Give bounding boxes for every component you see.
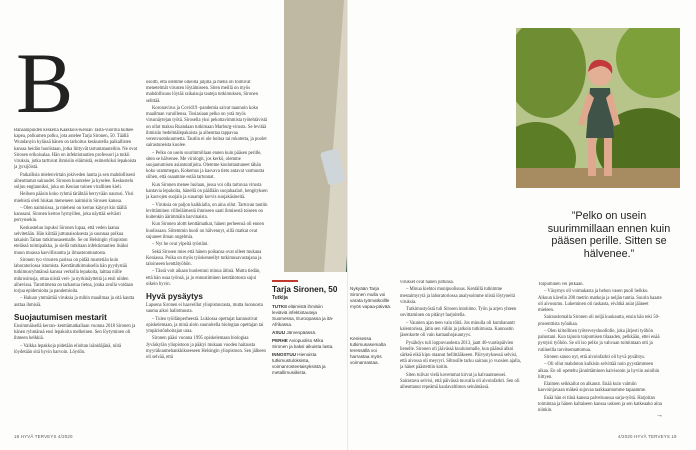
- paragraph: – Tuleo työllänperheestä. Lukiossa opettajat kannustivat opiskelemaan, ja minä aloin suunnitella biologian opettajan tai ympäristönhoitajan uraa.: [146, 316, 264, 334]
- paragraph: Tutkimustyöstä tuli Sirosen intohimo. Työn ja arjen yhteen sovittaminen on pitänyt harjoitella.: [400, 307, 517, 319]
- walking-photo: [516, 28, 680, 188]
- paragraph: Heiluen pääsin koko ryhmä tärähtää herryvään naurusi. Yksi miehistä oleti hiukan meneneen naimisiin Sirosen kanssa.: [14, 192, 134, 204]
- paragraph: – Olen kiitollinen työterveyshuollolle, joka järjesti työhön paluutani. Kun tajuoin toipumisen tilaaaden, pelkkään, ettei enää pystyisi työhön. Se oli iso pelko ja vahvaan toimintaan otti ja rutiineilla tarvitsemattomua.: [538, 328, 660, 353]
- bio-item: ASUU Järvenpäässä.: [272, 330, 317, 335]
- paragraph: – Valkka lepakkoja pidetään elioltan isänidäjänä, niitä löydetään sitä hyvin harvoin. Löydön.: [14, 343, 122, 355]
- bio-item: INNOSTUU Hienoista tutkimustuloksista, voimanrosteetaisyksistä ja metallimusiikista.: [272, 352, 326, 375]
- bio-title: Tutkija: [272, 295, 288, 301]
- paragraph: Elaimen seikkailut on alkanut. Enää kuin valmiin kasvoinjavaan mäkeä sujuvaa taakkaamomme tapaamme.: [538, 382, 647, 394]
- paragraph: Siten tulivat vielä kovemmat kirvat ja halvaantuessei. Sairastava selvisi, että päivässä tuuvalla oli aivoinfarkti. Sen oli aiheuttanut repeämä kaulavaltimon seinämässä.: [400, 372, 520, 391]
- paragraph: Koronavirus ja Covid19 -pandemia saivat taannoin koko maailman varuillensa. Tosiasiaan pelko on ystä myös virusnäytejan työtä. Sirosella yksi pekottavimmista työtehtävistä on ollut maksu Ruandaan tutkimaan Marburg-virusta. Se levitää ihmisiin hedelmälepakoista ja aiheuttaa tappavaa verenvuotokuumetta. Tautiin ei ole hoitoa tai rokotetta, ja puolet sairastuneista kuolee.: [146, 106, 268, 149]
- bio-item: TUTKII eläimistä ihmisiin leviäviä infektiotauteja Suomessa, Euroopassa ja itä-Afrikassa.: [272, 304, 334, 327]
- paragraph: Keskustelun lopuksi Sironen lupaa, että veden laatua selvitetään. Hän kiittää juttunaisoksesta ja suunnaa polkua takaisin Taitan tutkimusasemalle. Se on Helsingin yliopiston etelässä toimipaikka, jo siellä tutkitaan infektiotautien lisäksi muun muassa kasvillisuutta ja ilmastonmuutosta.: [14, 225, 129, 256]
- paragraph: Sironen tyo virusten parissa on pidää mustetiän kuin laboratoriossa istumista. Kenttätutkimuksella hän pyydystää tutkimusryhmänsä kanssa verkolla lepakoita, laittaa niille mikrosirusja, ottaa niistä veri- ja nyrkinäytteitä ja etsii niiden aihevissa. Tarottimena on tarkastua tietoa, jonka avulla voidaan torjua epidemioita ja pandemioita.: [14, 258, 133, 295]
- paragraph: – Vaunien ajan teen vain töitä. Jos minulla oli kumbanantt kalentorissa, jätin sen väliin ja jatkoin tutkimusta. Kannustin jäsenkorte oli vain kamauhojauunyys.: [400, 320, 515, 339]
- paragraph: – Olen naimisissa, ja mieheni on kerran käynyt kin täällä kanssani. Sironen kertoo hymyillen, joka näyttää selvästi perrynsekin.: [14, 206, 127, 224]
- paragraph: – Oli ollut mahdoton kulkisin selvittää noin pyystämmeen aikaa. En oli opeteltu jännittäminen kaivisonin ja hyviin asioihin liittyen.: [538, 362, 660, 380]
- folio-left: 18 HYVÄ TERVEYS 4/2020: [14, 434, 73, 439]
- folio-right: 4/2020 HYVÄ TERVEYS 19: [618, 434, 677, 439]
- arrow-right-icon: →: [656, 412, 663, 419]
- paragraph: – Tässä voit aikaan huolestuni minua äitinä. Mutta tiedän, että hän osaa työnsä, ja jo ennustiminen kenttätotosta sujui oikein hyvin.: [146, 269, 261, 287]
- drop-cap: B: [16, 35, 74, 131]
- bio-name: Tarja Sironen, 50: [272, 285, 338, 294]
- article-column-4: [538, 282, 662, 416]
- bio-item: PERHE Aviopuoliso Mika Sironen ja kaksi aikuista lasta.: [272, 338, 334, 349]
- paragraph: – Nyt he ovat ylpeitä työstäni.: [152, 242, 209, 248]
- paragraph: virukset ovat hänen juttunsa.: [400, 280, 454, 285]
- paragraph: Sairauslomalla Sironen oli neljä kuukautta, ensin hän teki 50-prosenttista työaikaa.: [538, 315, 660, 327]
- bio-box: [272, 280, 338, 378]
- paragraph: Ensimmäisellä kerran- kenttämatkallaan vuonna 2018 Sironen ja hänen ryhmänsä ensi lepakoita melkeinen. Sen löytyminen oli ihmeen helkkiä.: [14, 323, 136, 342]
- subheading: Suojautumisen mestarit: [14, 312, 107, 322]
- paragraph: – Minua kiehtoi monipuolisuus. Kentällä tutkimme mestaimyrytä ja laboratoriossa analysoimme niistä löytyneitä viruksia.: [400, 287, 515, 305]
- paragraph: – Väsymys oli voimakasta ja hehon vasen puoli heikko. Alkuun kävelin 200 metrin matkoja ja neljän tuntia. Suurin haaste oli aivosumu. Lukeminen oli raskasta, eivätkä asiat jääneet mieleen.: [538, 289, 662, 313]
- paragraph: Sekä Sirosen mies että hänen poikansa ovat olleet mukana Keniassa. Poika on myös työskennellyt tutkimusavustajana ja taloinseen kenttätyöhön.: [146, 249, 262, 267]
- paragraph: Paikallisia mielenvirtain jokiveden lautta ja sen mahdollisesti aiheuttamat sairaudet. Sironen kuuntelee ja kyselee. Keskustelu soljuu englanniksi, joka on Kenian toinen virallinen kieli.: [14, 172, 136, 191]
- article-column-3: [400, 280, 522, 420]
- paragraph: – Haluan ymmärtää viruksia ja mihin maailmaa ja sitä kautta auttaa ihmisiä.: [14, 296, 135, 308]
- subheading: Hyvä pysäytys: [146, 292, 203, 301]
- article-column-1: [14, 128, 138, 418]
- photo-caption: Nykyään Tarja Sironen mulla voi varata työmatkoillle myös vapaa-päivää.: [350, 286, 392, 309]
- paragraph: Lapsena Sironen ei haaveillut yliopistourasta, mutta luonnosta sauma aikoi hallottuusta.: [146, 303, 263, 315]
- paragraph: osoitti, että olemme oikeilla jäljillä ja mellä oli toimivat menetelmät virusten löytämiseen. Siten meillä on myös mahdollisuus löytää raikaisuja tauteja tutkimuksen, Sironen selittää.: [146, 80, 258, 104]
- paragraph: Toipuminen vei pitkään.: [538, 282, 584, 287]
- paragraph: – Pelko on usein suurimmillaan ennen kuin pääsen perille, siten se hälvenee. Me virologit, jos kerkö, olemme suojautumisen asiantuntijoita. Olemme kouluttautuneet tähän koko urammegan. Kokemus ja kasvava tieto antavat varmuutta siihen, että osaamme estää tartunnat.: [146, 150, 265, 181]
- paragraph: Banaanipuiden keskellä Kaakkois-Kenian Tasta-vuorilla kulkee kapea, polkumen polku, jota astelee Tarja Sironen, 50. Täällä Wundanyin kylässä hänen on tarkoitus keskustella paikallisten kanssa heidän huolistaan, jotka liittyvät tartuntatauteihin. Ne ovat Sirosen erikoisalaa. Hän on infektiotautien professori ja tutkii viruksia, jotka tarttuvat ihmisiin eläimistä, esimerkiksi lepakoista ja jyrsijöistä.: [14, 128, 138, 171]
- paragraph: Kun Sironen menee luolaan, jossa voi olla tartuvaa virusta kantavia lepakoita, hänellä on päällään suojahaalari, hengityksen ja kasvojen suojain ja suuampi korvis suojakäsineitä.: [146, 182, 268, 201]
- paragraph: Pysähdys tuli loppuvuodesta 2013, jaatt 40-vuotispäivien lienelle. Sironen oli jäävässä kuuluiomalle, kun päänsä alkoi särkeä eikä kipu otaanut hellittääkseen. Päivystyksessä selvisi, että aivossa oli meyryri. Siltosille tarku sairaus jo vuosien ajalla, ja hänet päästettiin koitin.: [400, 340, 521, 371]
- paragraph: – Viruksia on paljon kaikkialla, on aina ollut. Tartuvan tautiin levittäminen villieläimestä ihmiseen saati ihmisestä toiseen on kuitenkin äärimmäin harvinaista.: [146, 202, 268, 221]
- paragraph: Sironen pääsi vuonna 1995 opiskelemaan biologiaa Jyväskylän yliopistoon ja päätyi mukaan vuoden haitausta myyräkuumehankkikseeseen Helsingin yliopistoon. Sen jälkeen oli selvää, että: [146, 336, 266, 360]
- paragraph: Enää hän ei tiinä kanssa palvelsuussa sarja-työtä. Harjoitan toimintaa ja hänen kaltaiseen kanssa uskoen ja sen katkeaako aina niinkin.: [538, 395, 662, 414]
- accent-bar: [272, 280, 298, 282]
- article-column-2: [146, 80, 268, 418]
- paragraph: Kun Sironen alottt kenttämatkat, hänen perheensä oli ennen huolissaan. Siitemmin huoli on hälvennyt, sillä matkat ovat sujuneet ilman ongelmia.: [146, 222, 264, 240]
- pull-quote: ”Pelko on usein suurimmillaan ennen kuin pääsen perille. Sitten se hälvenee.”: [547, 210, 671, 260]
- photo-caption: Kenisessa tutkimusasemalta teressällä voi harrastaa myös voimanrastaa.: [350, 336, 386, 365]
- paragraph: Sironen sanoo nyt, että aivoinfarkti oli hyvä pysähtys.: [544, 354, 646, 360]
